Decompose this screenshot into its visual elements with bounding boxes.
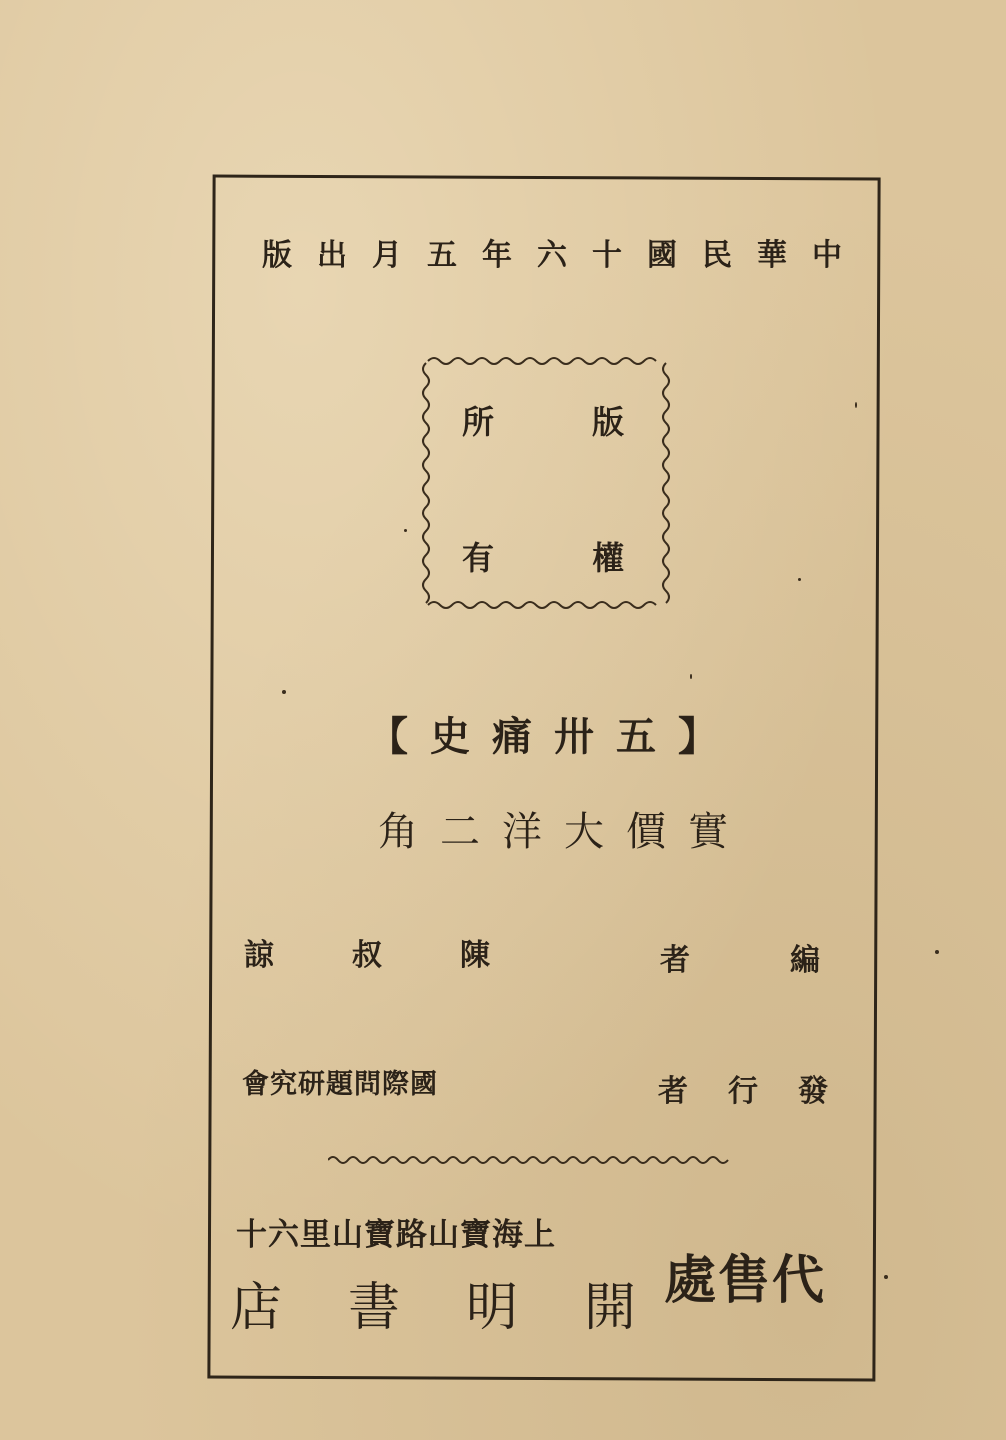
- distributor-address: 上海寶山路寶山里六十: [236, 1217, 556, 1253]
- book-price: 實價大洋二角: [378, 809, 750, 855]
- wavy-divider: [328, 1152, 734, 1171]
- distributor-store: 開明書店: [230, 1278, 703, 1338]
- distributor-label: 代售處: [664, 1250, 827, 1311]
- stamp-char-3: 所: [462, 403, 495, 441]
- publisher-label: 發行者: [658, 1074, 868, 1109]
- publisher-name: 國際問題研究會: [242, 1069, 438, 1100]
- stamp-char-2: 權: [592, 539, 625, 577]
- copyright-stamp: [420, 355, 672, 615]
- stamp-char-4: 有: [462, 539, 495, 577]
- wavy-border-icon: [420, 355, 672, 615]
- editor-name: 陳叔諒: [244, 938, 568, 973]
- book-title: 【五卅痛史】: [368, 713, 740, 760]
- stamp-char-1: 版: [592, 403, 625, 441]
- editor-label: 編者: [660, 943, 920, 978]
- publication-date: 中華民國十六年五月出版: [262, 238, 867, 273]
